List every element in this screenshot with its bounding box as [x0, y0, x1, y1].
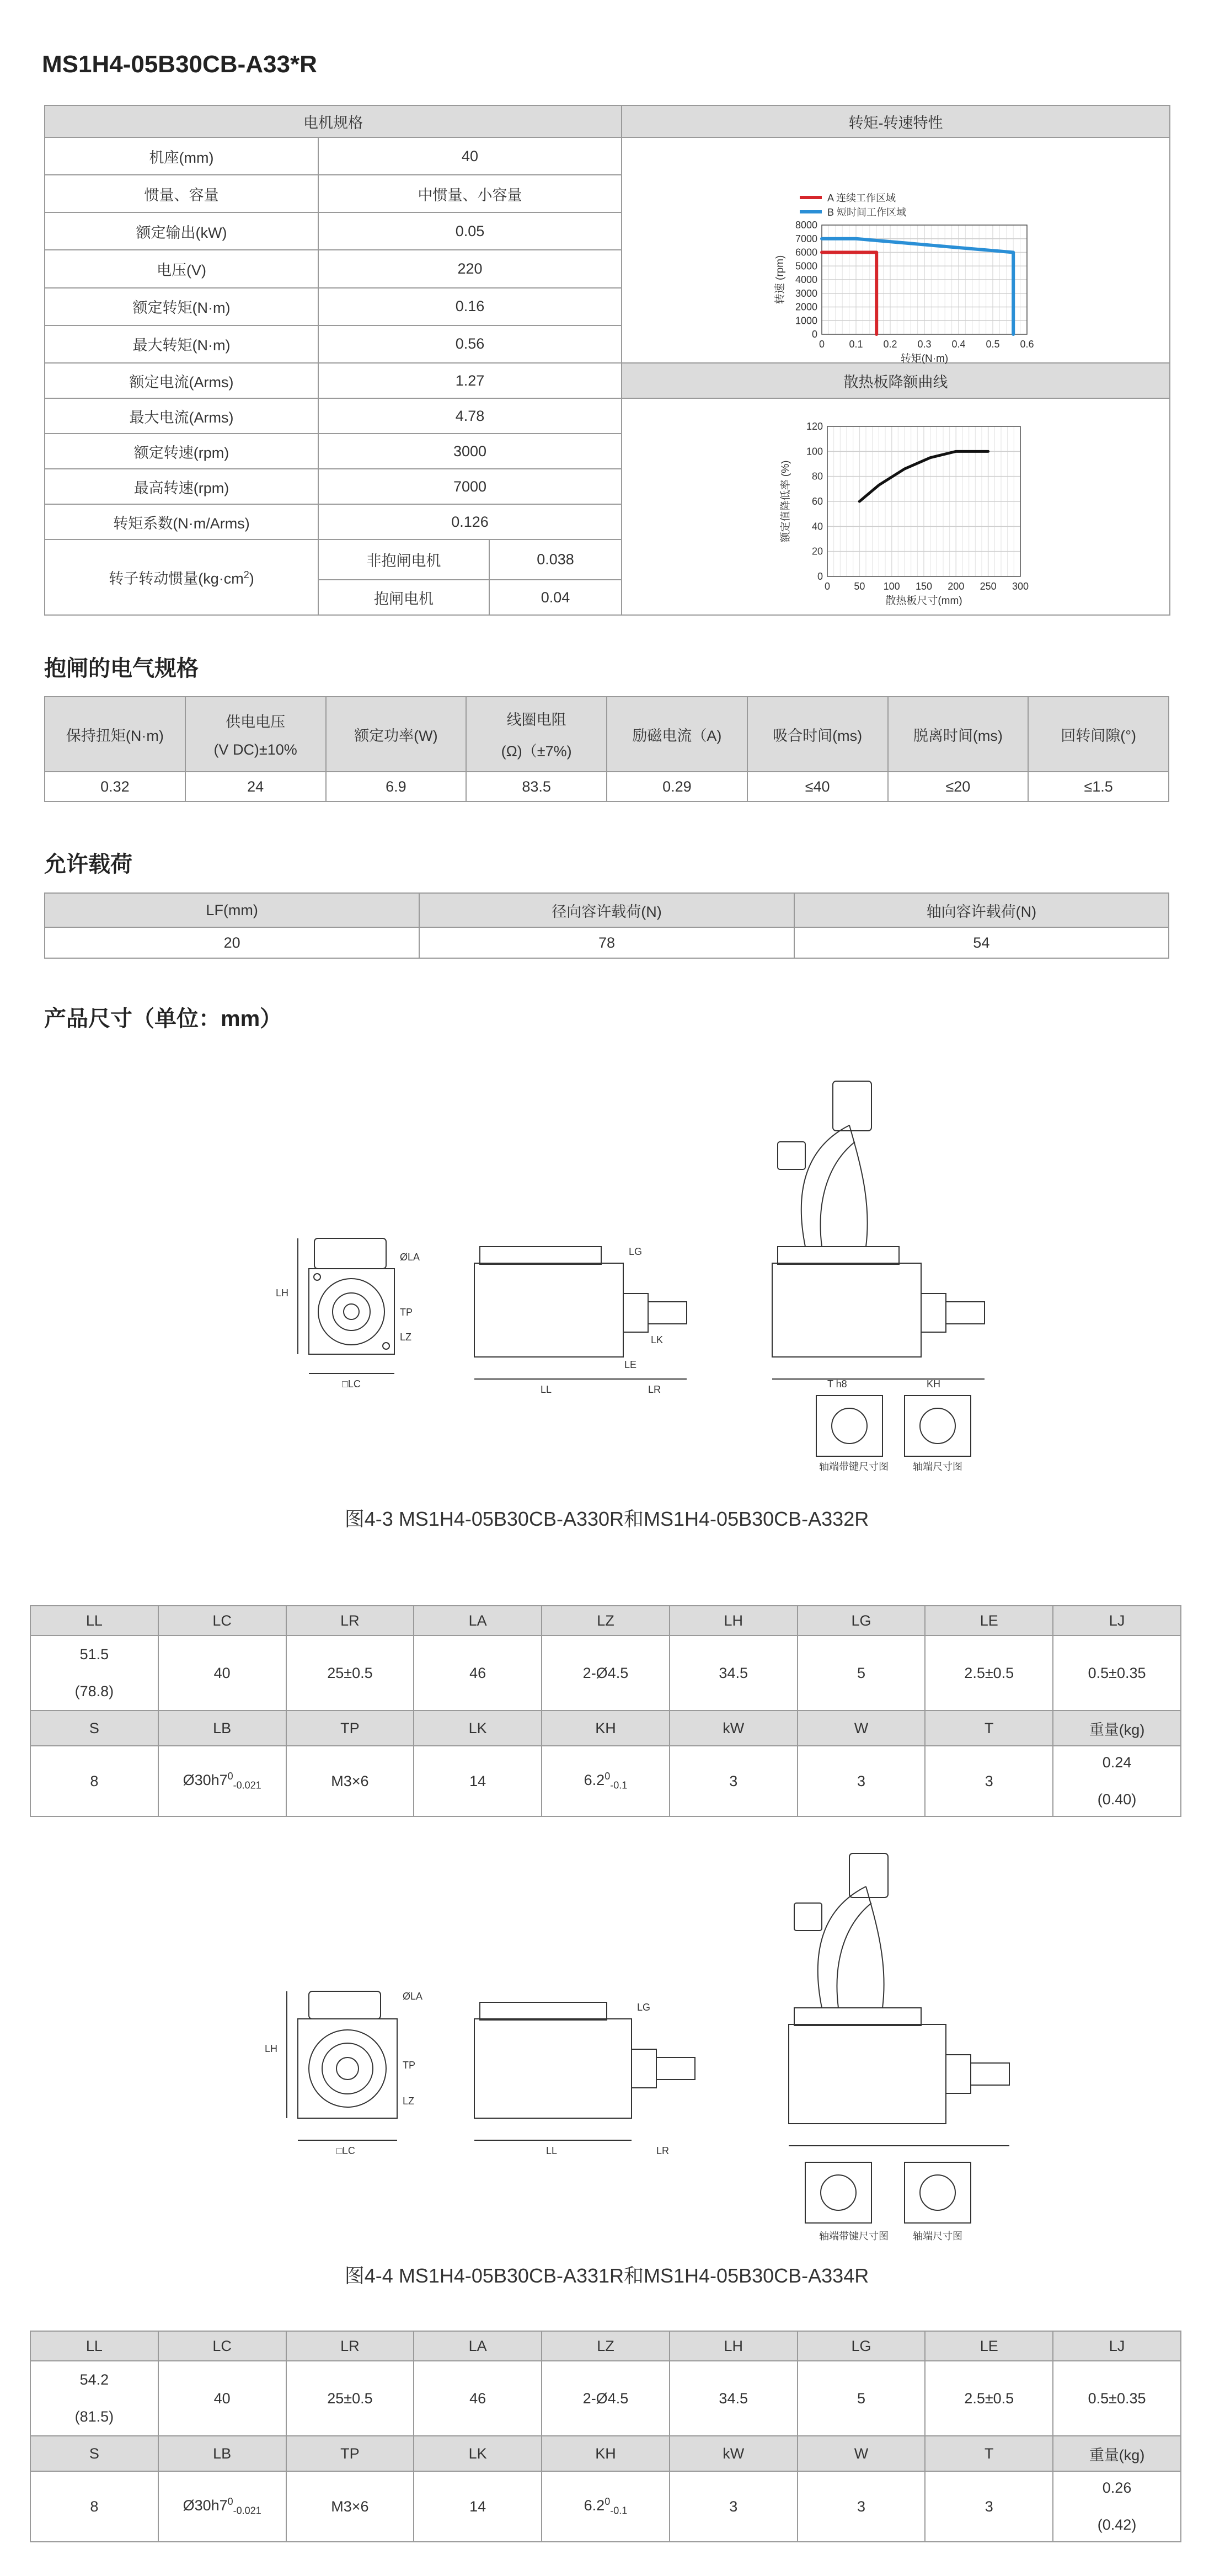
- y-axis-label: 转速 (rpm): [774, 255, 787, 304]
- label-key1-2: 轴端带键尺寸图: [819, 2231, 889, 2242]
- label-lg: LG: [629, 1246, 643, 1257]
- x-tick-label: 150: [916, 581, 933, 592]
- label-key2-2: 轴端尺寸图: [913, 2231, 962, 2242]
- dim-value: 3: [925, 1746, 1053, 1816]
- load-value: 20: [45, 927, 419, 958]
- label-lz-2: LZ: [403, 2096, 415, 2107]
- dim-value: 8: [30, 2471, 158, 2542]
- inertia-value: 0.04: [489, 580, 622, 615]
- y-tick-label: 3000: [795, 287, 818, 299]
- spec-label: 最大电流(Arms): [45, 398, 318, 434]
- spec-value: 220: [318, 250, 622, 287]
- dim-header: LA: [414, 2331, 542, 2361]
- brake-section-title: 抱闸的电气规格: [44, 656, 199, 681]
- spec-label: 额定输出(kW): [45, 212, 318, 250]
- dim-header: T: [925, 2436, 1053, 2471]
- dim-value: 40: [158, 1636, 286, 1711]
- label-lr-2: LR: [656, 2145, 670, 2156]
- derating-chart-cell: [622, 398, 1170, 615]
- dim-value: 3: [798, 2471, 926, 2542]
- x-tick-label: 0: [819, 339, 825, 350]
- y-tick-label: 80: [812, 471, 823, 482]
- dim-value: M3×6: [286, 2471, 414, 2542]
- spec-value: 0.126: [318, 504, 622, 539]
- dimension-drawing-1: [243, 1081, 1070, 1500]
- x-tick-label: 50: [854, 581, 865, 592]
- brake-header: 保持扭矩(N·m): [45, 697, 185, 772]
- dim-value: 14: [414, 1746, 542, 1816]
- label-lh: LH: [276, 1287, 289, 1298]
- y-tick-label: 120: [806, 421, 823, 432]
- x-axis-label: 散热板尺寸(mm): [885, 595, 962, 607]
- y-tick-label: 6000: [795, 247, 818, 258]
- dim-value: 34.5: [670, 1636, 798, 1711]
- dim-header: S: [30, 1711, 158, 1746]
- load-header: LF(mm): [45, 893, 419, 927]
- dim-header: LG: [798, 2331, 926, 2361]
- label-kh: KH: [927, 1378, 941, 1389]
- load-table: [44, 892, 1169, 959]
- dim-value: 34.5: [670, 2361, 798, 2436]
- load-value: 78: [419, 927, 794, 958]
- spec-label: 额定转矩(N·m): [45, 288, 318, 325]
- dim-header: LJ: [1053, 1606, 1181, 1636]
- dim-value: 2-Ø4.5: [542, 1636, 670, 1711]
- brake-value: 0.32: [45, 772, 185, 801]
- brake-value: 0.29: [607, 772, 747, 801]
- motor-spec-header: 电机规格: [45, 105, 622, 137]
- dim-value: $Ø30h7^0_{-0.021}$: [158, 1746, 286, 1816]
- label-lh-2: LH: [265, 2043, 278, 2054]
- inertia-label: 转子转动惯量$(kg\cdot cm^2)$: [45, 539, 318, 615]
- dim-value: 5: [798, 1636, 926, 1711]
- dim-value: 5: [798, 2361, 926, 2436]
- x-tick-label: 250: [980, 581, 997, 592]
- dim-header: LK: [414, 2436, 542, 2471]
- y-tick-label: 7000: [795, 233, 818, 244]
- label-lk: LK: [651, 1334, 664, 1345]
- dimension-drawing-2: [243, 1853, 1070, 2251]
- load-header: 轴向容许载荷(N): [794, 893, 1169, 927]
- x-tick-label: 300: [1012, 581, 1029, 592]
- figure-caption-2: 图4-4 MS1H4-05B30CB-A331R和MS1H4-05B30CB-A334R: [344, 2264, 869, 2287]
- dim-value: 0.24 (0.40): [1053, 1746, 1181, 1816]
- dim-value: $6.2^0_{-0.1}$: [542, 2471, 670, 2542]
- x-tick-label: 0.6: [1020, 339, 1034, 350]
- dim-value: 0.5±0.35: [1053, 1636, 1181, 1711]
- dim-header: KH: [542, 2436, 670, 2471]
- dim-header: LL: [30, 1606, 158, 1636]
- dim-header: LC: [158, 2331, 286, 2361]
- dim-value: 8: [30, 1746, 158, 1816]
- derating-chart: [622, 399, 1170, 611]
- front-circle: [318, 1279, 384, 1345]
- dim-value: 54.2 (81.5): [30, 2361, 158, 2436]
- dim-header: TP: [286, 1711, 414, 1746]
- inertia-value: 0.038: [489, 539, 622, 580]
- dim-value: 2.5±0.5: [925, 2361, 1053, 2436]
- spec-label: 电压(V): [45, 250, 318, 287]
- label-t: T h8: [827, 1378, 847, 1389]
- torque-speed-header: 转矩-转速特性: [622, 105, 1170, 137]
- y-tick-label: 60: [812, 496, 823, 507]
- dim-header: KH: [542, 1711, 670, 1746]
- dim-header: LH: [670, 1606, 798, 1636]
- dim-header: kW: [670, 1711, 798, 1746]
- dim-value: 3: [670, 2471, 798, 2542]
- figure-caption-1: 图4-3 MS1H4-05B30CB-A330R和MS1H4-05B30CB-A332R: [344, 1508, 869, 1530]
- brake-value: ≤40: [747, 772, 888, 801]
- dim-value: 0.26 (0.42): [1053, 2471, 1181, 2542]
- dim-value: 46: [414, 2361, 542, 2436]
- dim-value: 0.5±0.35: [1053, 2361, 1181, 2436]
- brake-header: 回转间隙(°): [1028, 697, 1169, 772]
- x-tick-label: 200: [948, 581, 965, 592]
- brake-header: 供电电压 (V DC)±10%: [185, 697, 326, 772]
- load-section-title: 允许载荷: [44, 852, 132, 877]
- dim-header: W: [798, 2436, 926, 2471]
- brake-value: 6.9: [326, 772, 467, 801]
- spec-label: 最高转速(rpm): [45, 469, 318, 504]
- brake-table: [44, 696, 1169, 802]
- y-tick-label: 5000: [795, 260, 818, 272]
- label-le: LE: [624, 1359, 637, 1370]
- motor-body-3: [474, 2019, 632, 2118]
- dim-header: LE: [925, 1606, 1053, 1636]
- dim-header: 重量(kg): [1053, 2436, 1181, 2471]
- front-flange: [309, 1269, 394, 1354]
- label-tp-2: TP: [403, 2060, 416, 2071]
- dim-header: 重量(kg): [1053, 1711, 1181, 1746]
- dim-value: 2-Ø4.5: [542, 2361, 670, 2436]
- brake-value: 24: [185, 772, 326, 801]
- brake-header: 额定功率(W): [326, 697, 467, 772]
- dim-header: LC: [158, 1606, 286, 1636]
- dim-header: S: [30, 2436, 158, 2471]
- dim-header: T: [925, 1711, 1053, 1746]
- dim-header: LE: [925, 2331, 1053, 2361]
- brake-header: 吸合时间(ms): [747, 697, 888, 772]
- y-tick-label: 1000: [795, 315, 818, 327]
- spec-value: 3000: [318, 434, 622, 469]
- label-ll-2: LL: [546, 2145, 558, 2156]
- page-title: MS1H4-05B30CB-A33*R: [42, 51, 317, 78]
- dimension-table-1: [30, 1605, 1181, 1817]
- dim-header: LB: [158, 2436, 286, 2471]
- y-tick-label: 100: [806, 446, 823, 457]
- motor-body-2: [772, 1263, 921, 1357]
- dimension-table-2: [30, 2331, 1181, 2542]
- y-axis-label: 额定值降低率 (%): [780, 460, 792, 543]
- derating-header: 散热板降额曲线: [622, 363, 1170, 398]
- spec-value: 1.27: [318, 363, 622, 398]
- cable-connector: [833, 1081, 871, 1131]
- dims-section-title: 产品尺寸（单位：mm）: [44, 1007, 282, 1031]
- load-header: 径向容许载荷(N): [419, 893, 794, 927]
- brake-header: 脱离时间(ms): [888, 697, 1029, 772]
- spec-value: 40: [318, 137, 622, 175]
- label-lr: LR: [648, 1384, 661, 1395]
- x-tick-label: 0.3: [917, 339, 932, 350]
- label-lc: □LC: [342, 1378, 361, 1389]
- brake-value: ≤1.5: [1028, 772, 1169, 801]
- dim-header: LR: [286, 2331, 414, 2361]
- dim-value: $Ø30h7^0_{-0.021}$: [158, 2471, 286, 2542]
- spec-label: 转矩系数(N·m/Arms): [45, 504, 318, 539]
- x-tick-label: 0: [825, 581, 831, 592]
- x-tick-label: 0.1: [849, 339, 863, 350]
- dim-header: LA: [414, 1606, 542, 1636]
- motor-body-1: [474, 1263, 623, 1357]
- dim-value: 51.5 (78.8): [30, 1636, 158, 1711]
- y-tick-label: 2000: [795, 301, 818, 313]
- label-key2: 轴端尺寸图: [913, 1461, 962, 1472]
- dim-header: LZ: [542, 2331, 670, 2361]
- dim-header: LJ: [1053, 2331, 1181, 2361]
- dim-value: 3: [925, 2471, 1053, 2542]
- spec-label: 最大转矩(N·m): [45, 325, 318, 363]
- x-tick-label: 0.4: [951, 339, 966, 350]
- dim-value: 40: [158, 2361, 286, 2436]
- dim-value: 46: [414, 1636, 542, 1711]
- inertia-sub-label: 抱闸电机: [318, 580, 489, 615]
- x-axis-label: 转矩(N·m): [900, 353, 949, 365]
- motor-spec-table: [44, 105, 1170, 616]
- dim-value: 3: [798, 1746, 926, 1816]
- torque-speed-chart: [622, 138, 1170, 365]
- label-la: ØLA: [400, 1252, 420, 1263]
- y-tick-label: 20: [812, 546, 823, 557]
- dim-header: LZ: [542, 1606, 670, 1636]
- dim-header: W: [798, 1711, 926, 1746]
- legend-label: A 连续工作区域: [827, 193, 896, 204]
- y-tick-label: 8000: [795, 220, 818, 231]
- dim-value: 25±0.5: [286, 2361, 414, 2436]
- front-flange-2: [298, 2019, 397, 2118]
- label-lc-2: □LC: [336, 2145, 355, 2156]
- label-ll: LL: [541, 1384, 552, 1395]
- y-tick-label: 0: [817, 571, 823, 582]
- brake-value: 83.5: [466, 772, 607, 801]
- y-tick-label: 4000: [795, 274, 818, 285]
- spec-value: 0.56: [318, 325, 622, 363]
- dim-header: TP: [286, 2436, 414, 2471]
- dim-value: M3×6: [286, 1746, 414, 1816]
- label-lg-2: LG: [637, 2002, 651, 2013]
- x-tick-label: 100: [883, 581, 900, 592]
- spec-value: 7000: [318, 469, 622, 504]
- dim-value: 2.5±0.5: [925, 1636, 1053, 1711]
- cable-1: [801, 1125, 849, 1247]
- label-tp: TP: [400, 1307, 413, 1318]
- y-tick-label: 0: [812, 329, 818, 340]
- spec-value: 0.05: [318, 212, 622, 250]
- legend-label: B 短时间工作区域: [827, 207, 907, 218]
- dim-header: LR: [286, 1606, 414, 1636]
- dim-value: 25±0.5: [286, 1636, 414, 1711]
- dim-header: LB: [158, 1711, 286, 1746]
- dim-header: LG: [798, 1606, 926, 1636]
- label-la-2: ØLA: [403, 1991, 423, 2002]
- spec-value: 中惯量、小容量: [318, 175, 622, 212]
- connector-block: [314, 1238, 386, 1269]
- label-lz: LZ: [400, 1332, 412, 1343]
- dim-value: 14: [414, 2471, 542, 2542]
- spec-label: 惯量、容量: [45, 175, 318, 212]
- spec-label: 额定电流(Arms): [45, 363, 318, 398]
- x-tick-label: 0.5: [986, 339, 1000, 350]
- y-tick-label: 40: [812, 521, 823, 532]
- dim-header: LH: [670, 2331, 798, 2361]
- brake-header: 励磁电流（A): [607, 697, 747, 772]
- load-value: 54: [794, 927, 1169, 958]
- motor-body-4: [789, 2024, 946, 2124]
- spec-value: 0.16: [318, 288, 622, 325]
- spec-label: 机座(mm): [45, 137, 318, 175]
- dim-header: LL: [30, 2331, 158, 2361]
- brake-value: ≤20: [888, 772, 1029, 801]
- spec-value: 4.78: [318, 398, 622, 434]
- dim-value: 3: [670, 1746, 798, 1816]
- brake-header: 线圈电阻 (Ω)（±7%): [466, 697, 607, 772]
- dim-value: $6.2^0_{-0.1}$: [542, 1746, 670, 1816]
- dim-header: kW: [670, 2436, 798, 2471]
- dim-header: LK: [414, 1711, 542, 1746]
- inertia-sub-label: 非抱闸电机: [318, 539, 489, 580]
- label-key1: 轴端带键尺寸图: [819, 1461, 889, 1472]
- x-tick-label: 0.2: [883, 339, 897, 350]
- spec-label: 额定转速(rpm): [45, 434, 318, 469]
- torque-speed-chart-cell: [622, 137, 1170, 363]
